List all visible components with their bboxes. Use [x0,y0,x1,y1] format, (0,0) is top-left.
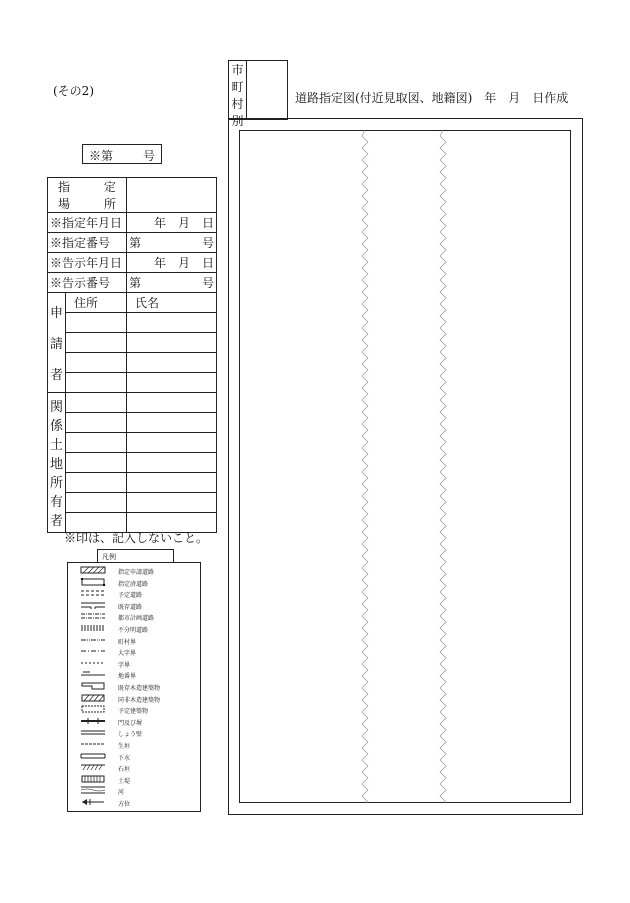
label-char: 指 [58,180,71,194]
legend-item [80,798,190,808]
owner-name-field[interactable] [126,453,216,473]
notice-number-label: ※告示番号 [48,273,127,293]
unclear-road-icon [80,624,106,632]
column-header-row [48,293,217,313]
nonwooden-building-icon [80,694,106,702]
fold-line-right [440,130,446,803]
legend-title-box [97,549,174,563]
number-prefix: 第 [128,236,141,250]
owner-name-field[interactable] [126,413,216,433]
legend-item [80,624,190,634]
legend-item-label: 地番界 [118,673,137,681]
owner-address-field[interactable] [66,393,127,413]
legend-item-label: 指定済道路 [118,580,149,588]
label-char: 土 [50,438,64,453]
legend-item-label: 町村界 [118,638,137,646]
planned-building-icon [80,705,106,713]
applicant-row [48,353,217,373]
legend-item [80,763,190,773]
embankment-icon [80,775,106,783]
legend-item [80,601,190,611]
map-title-line [295,89,568,106]
owner-row [48,413,217,433]
label-char: 所 [50,476,64,491]
owner-row [48,393,217,413]
gate-wall-icon [80,717,106,725]
applicant-address-field[interactable] [66,353,127,373]
page-note: (その2) [53,84,94,98]
designation-date-label: ※指定年月日 [48,213,127,233]
applicant-address-field[interactable] [66,313,127,333]
legend-item-label: 同非木造建築物 [118,696,161,704]
municipality-label-box [228,60,247,128]
designated-place-label [48,178,127,213]
legend-title: 凡例 [102,553,116,561]
city-plan-road-icon [80,612,106,620]
label-char: 場 [58,197,71,211]
number-prefix: 第 [128,276,141,290]
legend-item [80,589,190,599]
notice-date-label: ※告示年月日 [48,253,127,273]
wooden-building-icon [80,682,106,690]
municipality-char: 別 [231,114,244,128]
owner-name-field[interactable] [126,493,216,513]
label-char: 者 [50,514,64,529]
legend-item-label: 河 [118,789,125,797]
municipality-char: 市 [231,63,244,77]
municipality-char: 町 [231,80,244,94]
owner-row [48,433,217,453]
owner-row [48,473,217,493]
municipality-field[interactable] [246,60,288,120]
applicant-row [48,373,217,393]
label-char: 地 [50,457,64,472]
legend-item-label: 生垣 [118,743,131,750]
legend-item-label: 予定道路 [118,592,143,600]
barrier-wall-icon [80,728,106,736]
notice-number-field[interactable] [126,273,216,293]
map-title: 道路指定図(付近見取図、地籍図) [295,91,473,105]
legend-item [80,705,190,715]
applicant-name-field[interactable] [126,373,216,393]
fold-line-left [362,130,368,803]
applicant-name-field[interactable] [126,333,216,353]
label-char: 有 [50,495,64,510]
owner-address-field[interactable] [66,433,127,453]
notice-date-field[interactable]: 年 月 日 [126,253,216,273]
lot-boundary-icon [80,670,106,678]
legend-item-label: 下水 [118,754,131,762]
owner-row [48,453,217,473]
legend-item-label: 門及び塀 [118,719,143,727]
owner-address-field[interactable] [66,473,127,493]
owner-name-field[interactable] [126,473,216,493]
legend-item [80,740,190,750]
legend-item [80,694,190,704]
owner-address-field[interactable] [66,413,127,433]
legend-item [80,752,190,762]
legend-item-label: 大字界 [118,650,137,658]
hedge-icon [80,740,106,748]
legend-item-label: 方位 [118,801,131,808]
legend-item-label: しょう壁 [118,731,143,739]
label-char: 定 [103,180,116,194]
legend-item-label: 石垣 [118,766,131,774]
notice-date-row [48,253,217,273]
legend-item-label: 土堤 [118,777,131,785]
legend-item [80,612,190,622]
river-icon [80,786,106,794]
bordered-road-icon [80,578,106,586]
legend-item-label: 既存木造建築物 [118,685,161,692]
designation-date-field[interactable]: 年 月 日 [126,213,216,233]
number-suffix: 号 [201,236,214,250]
designated-place-field[interactable] [126,178,216,213]
sewer-icon [80,752,106,760]
address-header: 住所 [66,293,127,313]
municipality-char: 村 [231,97,244,111]
legend-item-label: 指定申請道路 [118,569,155,576]
legend-item-label: 字界 [118,661,131,669]
applicant-name-field[interactable] [126,353,216,373]
legend-item [80,659,190,669]
application-number-box[interactable] [82,144,162,164]
town-boundary-icon [80,636,106,644]
notice-number-row [48,273,217,293]
legend-item [80,636,190,646]
designation-number-label: ※指定番号 [48,233,127,253]
compass-arrow-icon [80,798,106,806]
label-char: 請 [50,336,64,352]
aza-boundary-icon [80,659,106,667]
applicant-row [48,313,217,333]
legend-item [80,682,190,692]
date-created: 年 月 日作成 [484,91,569,105]
applicant-name-field[interactable] [126,313,216,333]
owner-address-field[interactable] [66,493,127,513]
applicant-label [48,293,66,393]
map-fold-lines [355,130,455,803]
designation-date-row [48,213,217,233]
label-char: 申 [50,306,64,322]
existing-road-icon [80,601,106,609]
legend-item-label: 予定建築物 [118,708,149,716]
owner-name-field[interactable] [126,393,216,413]
legend-item [80,786,190,796]
legend-item [80,775,190,785]
owner-row [48,493,217,513]
hatched-road-icon [80,566,106,574]
number-suffix: 号 [201,276,214,290]
label-char: 係 [50,419,64,434]
legend-item [80,670,190,680]
name-header: 氏名 [126,293,216,313]
stone-wall-icon [80,763,106,771]
legend-item [80,647,190,657]
label-char: 関 [50,400,64,415]
legend-item-label: 都市計画道路 [118,615,155,623]
legend-item-label: 不分明道路 [118,627,149,634]
legend-item [80,728,190,738]
number-suffix: 号 [143,149,156,163]
applicant-row [48,333,217,353]
legend-item-label: 既存道路 [118,603,143,611]
designation-form-table [47,177,217,533]
legend-item [80,566,190,576]
designation-number-field[interactable] [126,233,216,253]
legend-item [80,717,190,727]
owner-address-field[interactable] [66,453,127,473]
dashed-road-icon [80,589,106,597]
applicant-address-field[interactable] [66,333,127,353]
oaza-boundary-icon [80,647,106,655]
applicant-address-field[interactable] [66,373,127,393]
owner-label [48,393,66,533]
label-char: 者 [50,367,64,383]
designation-number-row [48,233,217,253]
legend-item [80,578,190,588]
owner-name-field[interactable] [126,433,216,453]
number-prefix: ※第 [89,149,114,163]
footnote: ※印は、記入しないこと。 [64,531,209,545]
label-char: 所 [103,197,116,211]
